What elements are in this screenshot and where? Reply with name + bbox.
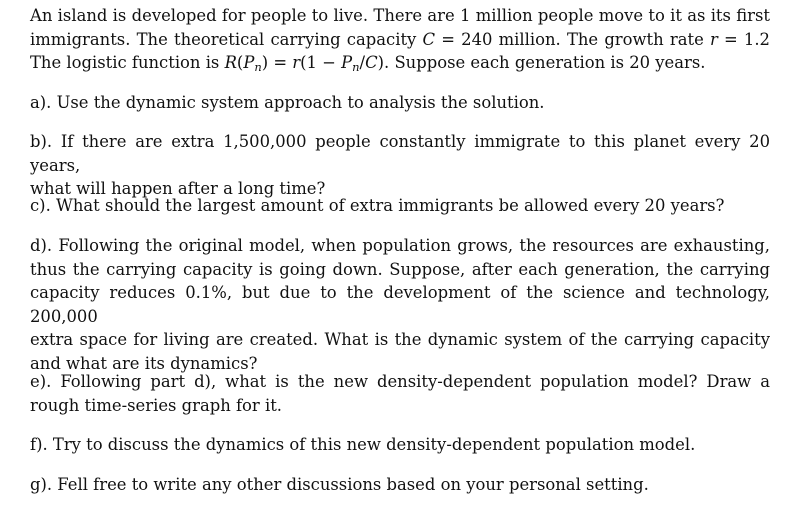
intro-line-1: An island is developed for people to live. There are 1 million people move to it as its first — [30, 6, 770, 25]
question-c: c). What should the largest amount of extra immigrants be allowed every 20 years? — [30, 196, 725, 215]
question-g: g). Fell free to write any other discussions based on your personal setting. — [30, 475, 649, 494]
question-b: b). If there are extra 1,500,000 people constantly immigrate to this planet every 20 years, what will happen after a long time? — [30, 132, 770, 198]
question-d: d). Following the original model, when population grows, the resources are exhausting, thus the carrying capacity is going down. Suppose, after each generation, the carrying capacity reduces 0.1%, but due to the development of the science and technology, 200,000 extra space for living are created. What is the dynamic system of the carrying capacity and what are its dynamics? — [30, 236, 770, 373]
intro-line-2: immigrants. The theoretical carrying capacity C = 240 million. The growth rate r = 1.2 — [30, 29, 770, 49]
question-a: a). Use the dynamic system approach to analysis the solution. — [30, 93, 545, 112]
intro-line-3: The logistic function is $R(P_n) = r(1 - P_n/C)$. Suppose each generation is 20 years. — [30, 53, 706, 74]
question-f: f). Try to discuss the dynamics of this new density-dependent population model. — [30, 435, 696, 454]
intro-paragraph — [30, 4, 770, 79]
question-e: e). Following part d), what is the new density-dependent population model? Draw a rough time-series graph for it. — [30, 372, 770, 415]
